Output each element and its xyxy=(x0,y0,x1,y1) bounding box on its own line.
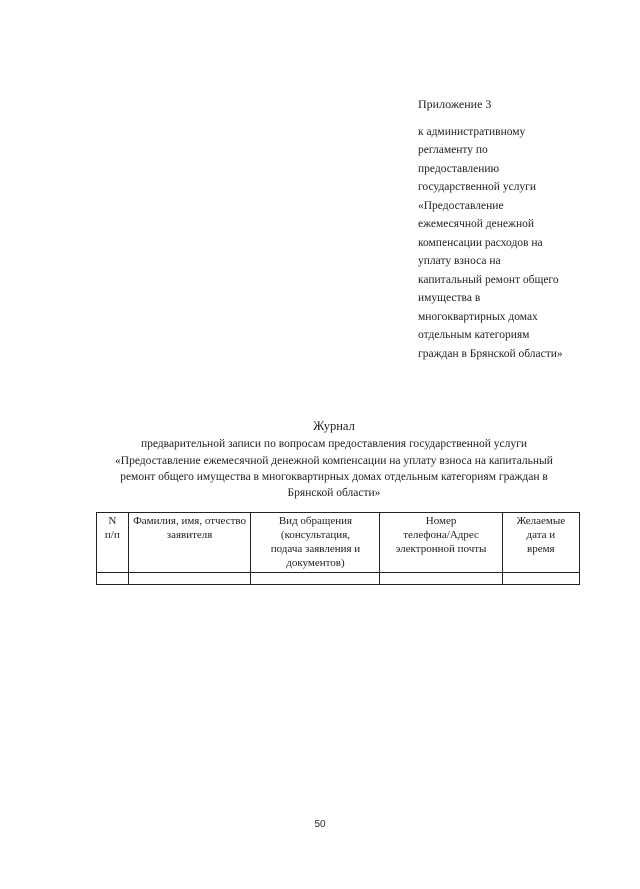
journal-subtitle-line: ремонт общего имущества в многоквартирных домах отдельным категориям граждан в xyxy=(120,470,548,483)
table-cell xyxy=(251,573,380,585)
appendix-line: граждан в Брянской области» xyxy=(418,347,563,360)
appendix-line: ежемесячной денежной xyxy=(418,218,534,230)
table-header-row xyxy=(97,513,580,573)
appendix-line: «Предоставление xyxy=(418,199,504,212)
appendix-line: отдельным категориям xyxy=(418,329,530,341)
journal-table xyxy=(96,512,580,585)
appendix-line: предоставлению xyxy=(418,162,500,175)
journal-subtitle-line: предварительной записи по вопросам предоставления государственной услуги xyxy=(140,438,528,451)
table-cell xyxy=(97,573,129,585)
appendix-line: многоквартирных домах xyxy=(418,310,538,323)
header-request-type: Вид обращения (консультация, подача заявления и документов) xyxy=(251,513,380,573)
appendix-line: имущества в xyxy=(418,292,481,304)
journal-heading xyxy=(88,418,580,501)
table-cell xyxy=(380,573,502,585)
journal-subtitle-line: «Предоставление ежемесячной денежной компенсации на уплату взноса на капитальный xyxy=(115,454,553,467)
journal-title: Журнал xyxy=(313,419,355,433)
table-cell xyxy=(128,573,251,585)
header-full-name: Фамилия, имя, отчество заявителя xyxy=(128,513,251,573)
table-row xyxy=(97,573,580,585)
journal-subtitle-line: Брянской области» xyxy=(287,487,381,500)
page-number: 50 xyxy=(314,819,326,830)
header-number: N п/п xyxy=(97,513,129,573)
appendix-line: компенсации расходов на xyxy=(418,236,543,249)
appendix-line: капитальный ремонт общего xyxy=(418,273,559,286)
appendix-line: к административному xyxy=(418,125,526,138)
header-desired-datetime: Желаемые дата и время xyxy=(502,513,579,573)
appendix-line: уплату взноса на xyxy=(418,255,501,267)
header-contact: Номер телефона/Адрес электронной почты xyxy=(380,513,502,573)
appendix-header xyxy=(418,95,618,363)
appendix-number: Приложение 3 xyxy=(418,97,492,111)
table-cell xyxy=(502,573,579,585)
appendix-line: государственной услуги xyxy=(418,181,537,193)
appendix-line: регламенту по xyxy=(418,144,488,156)
